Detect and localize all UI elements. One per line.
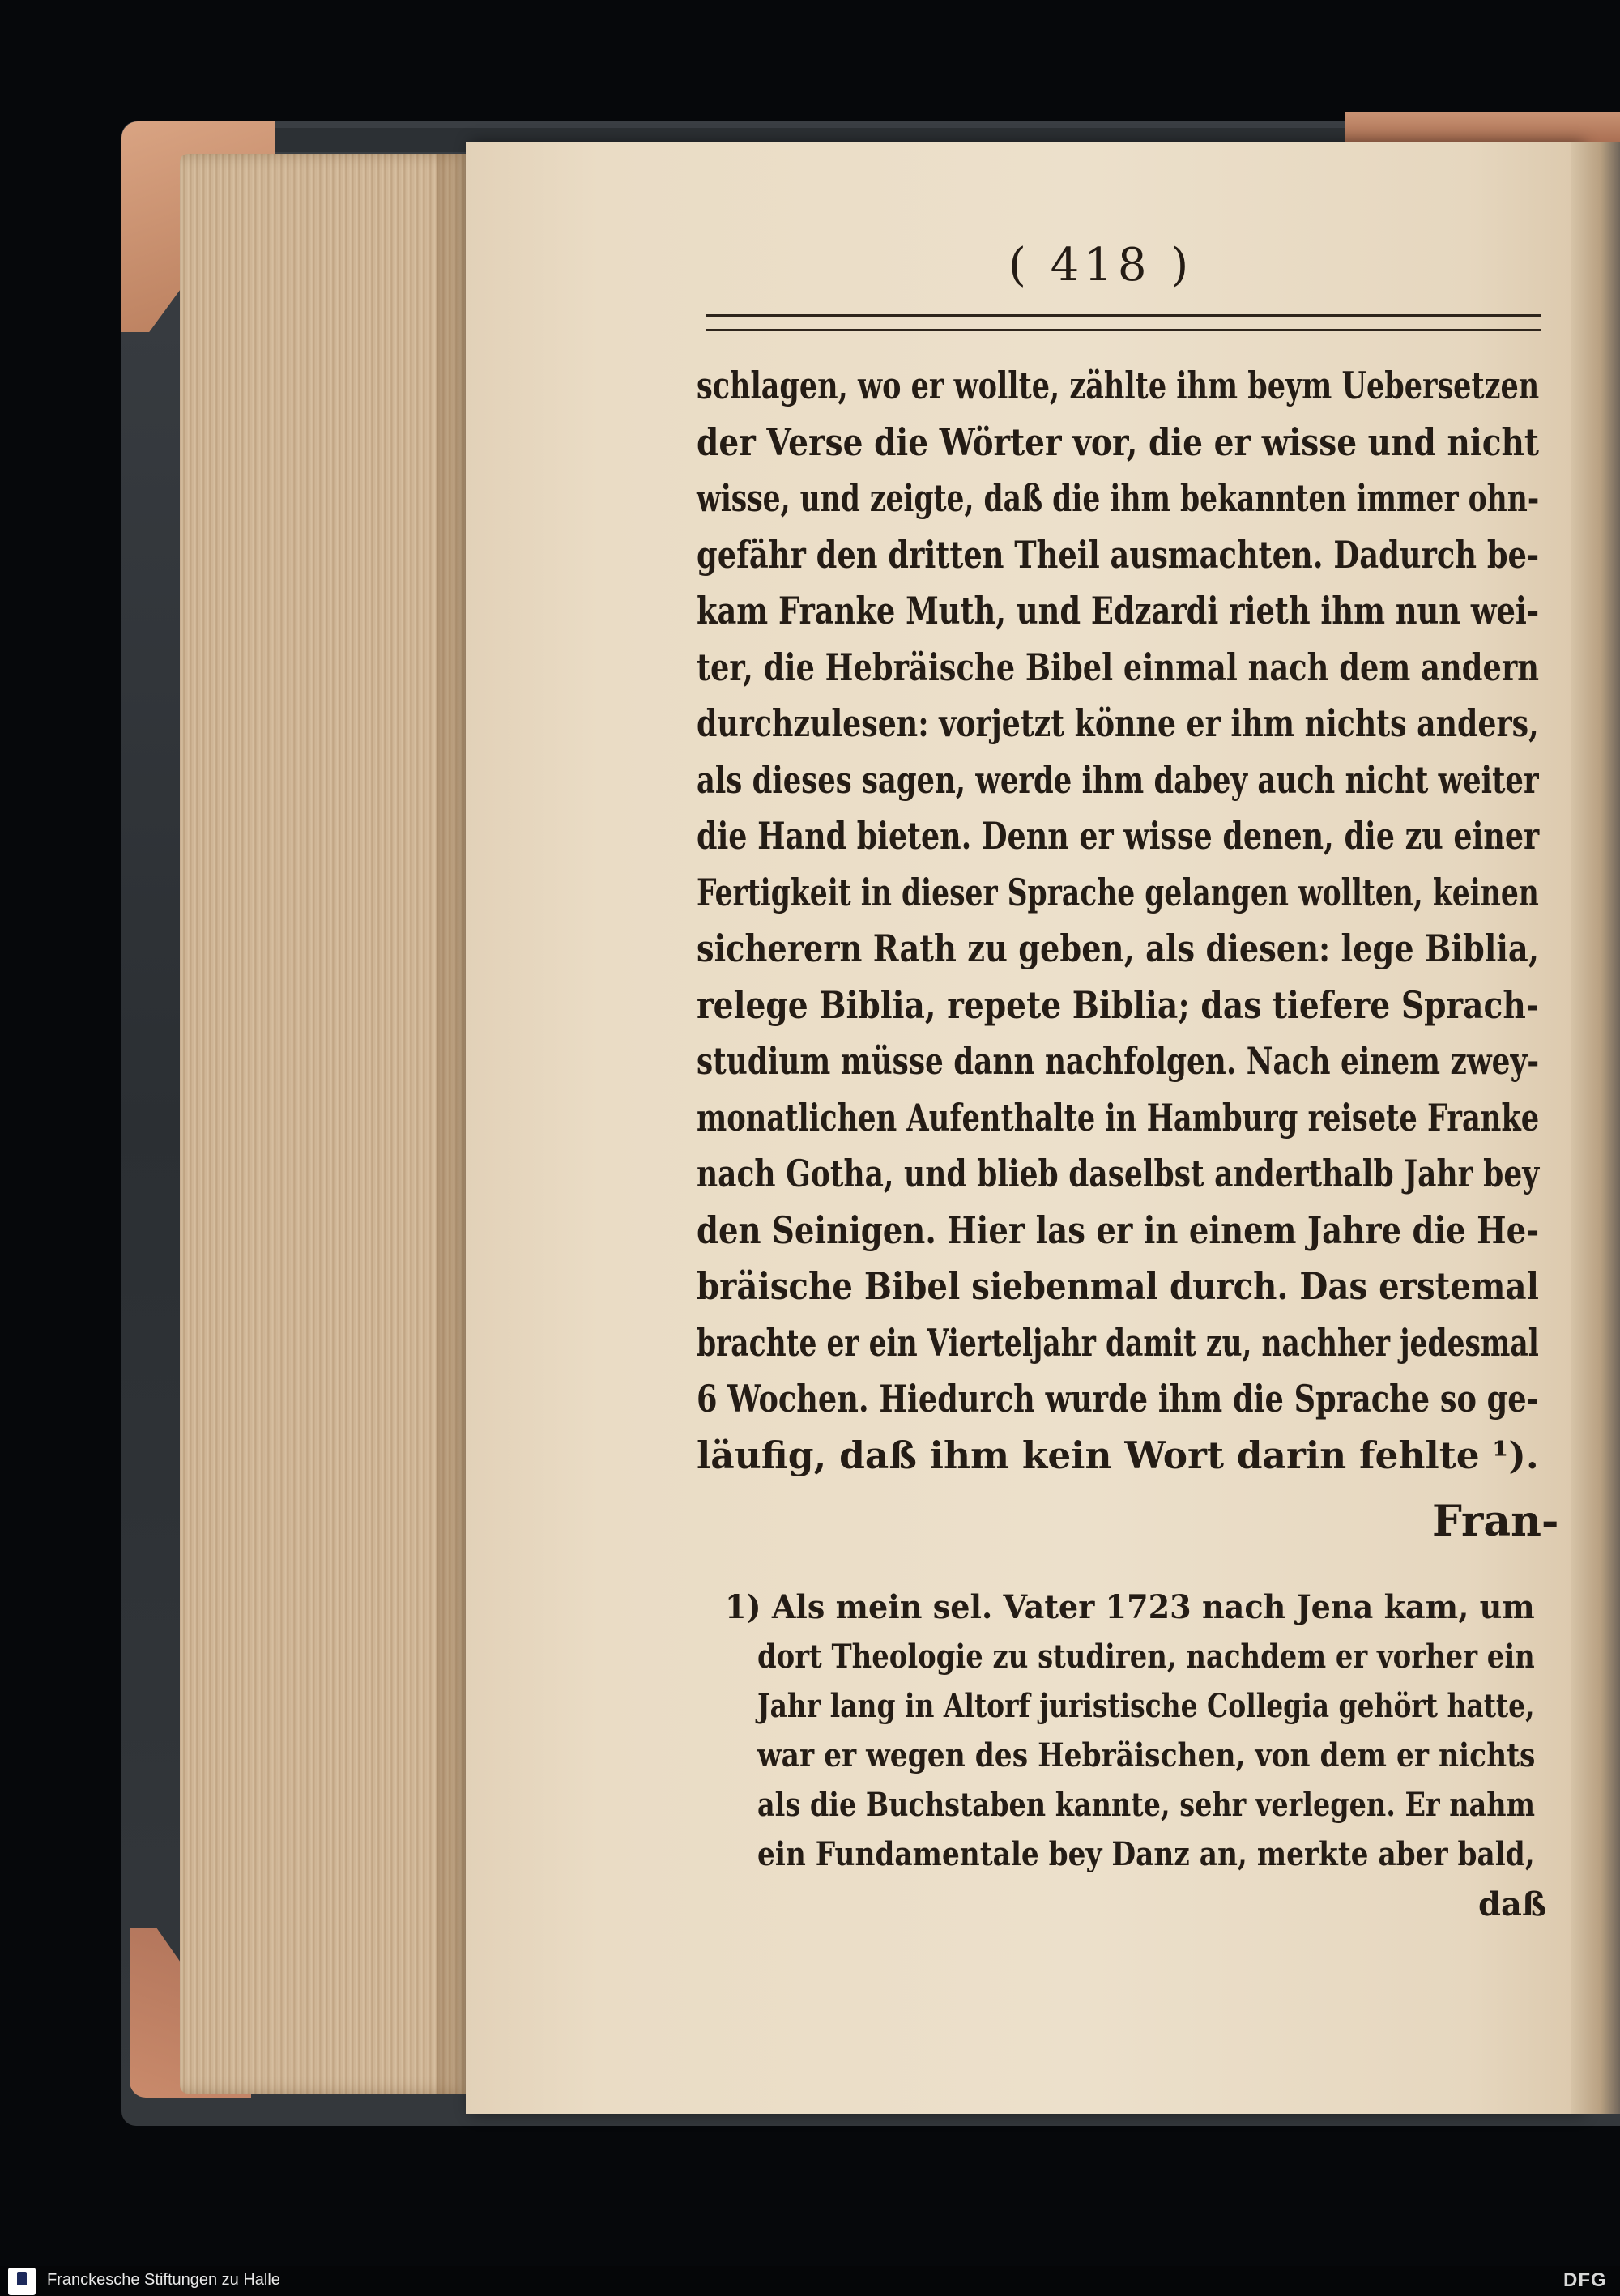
- header-rule: [706, 314, 1541, 331]
- body-line: studium müsse dann nachfolgen. Nach einem zwey-: [697, 1039, 1540, 1083]
- body-line: relege Biblia, repete Biblia; das tiefere Sprach-: [697, 982, 1540, 1027]
- footnote-line: ein Fundamentale bey Danz an, merkte aber bald,: [757, 1835, 1535, 1873]
- footnote-line: dort Theologie zu studiren, nachdem er vorher ein: [757, 1638, 1535, 1676]
- body-line: bräische Bibel siebenmal durch. Das erstemal: [697, 1264, 1539, 1308]
- page-gutter: [437, 154, 470, 2094]
- footer-funder-logo: DFG: [1563, 2269, 1607, 2291]
- footer-institution: Franckesche Stiftungen zu Halle: [47, 2271, 280, 2289]
- footnote-line: Jahr lang in Altorf juristische Collegia gehört hatte,: [757, 1687, 1535, 1725]
- body-line: monatlichen Aufenthalte in Hamburg reisete Franke: [697, 1095, 1540, 1139]
- body-line: den Seinigen. Hier las er in einem Jahre die He-: [697, 1208, 1540, 1252]
- footnote-catchword: daß: [1478, 1885, 1547, 1923]
- institution-logo-icon: [8, 2268, 36, 2295]
- body-line: wisse, und zeigte, daß die ihm bekannten immer ohn-: [697, 476, 1540, 520]
- footnote-line: 1) Als mein sel. Vater 1723 nach Jena kam, um: [725, 1588, 1535, 1626]
- body-line: als dieses sagen, werde ihm dabey auch nicht weiter: [697, 757, 1539, 802]
- body-line: sicherern Rath zu geben, als diesen: lege Biblia,: [697, 926, 1540, 970]
- body-line: Fertigkeit in dieser Sprache gelangen wollten, keinen: [697, 870, 1539, 914]
- body-line: brachte er ein Vierteljahr damit zu, nachher jedesmal: [697, 1320, 1539, 1365]
- leather-corner-top-right: [1345, 112, 1620, 144]
- catchword: Fran-: [1432, 1497, 1559, 1546]
- page-right-edge: [1571, 142, 1620, 2114]
- body-line: nach Gotha, und blieb daselbst anderthalb Jahr bey: [697, 1152, 1540, 1195]
- body-line: ter, die Hebräische Bibel einmal nach dem andern: [697, 645, 1540, 689]
- body-line: 6 Wochen. Hiedurch wurde ihm die Sprache so ge-: [697, 1377, 1539, 1421]
- page-edges: [180, 154, 467, 2094]
- body-line: der Verse die Wörter vor, die er wisse und nicht: [697, 420, 1539, 464]
- body-line: durchzulesen: vorjetzt könne er ihm nichts anders,: [697, 701, 1539, 745]
- body-line: schlagen, wo er wollte, zählte ihm beym Uebersetzen: [697, 364, 1540, 407]
- body-line: gefähr den dritten Theil ausmachten. Dadurch be-: [697, 532, 1540, 577]
- footnote-line: als die Buchstaben kannte, sehr verlegen. Er nahm: [757, 1786, 1535, 1824]
- body-line: kam Franke Muth, und Edzardi rieth ihm nun wei-: [697, 589, 1540, 633]
- page-number: ( 418 ): [1008, 239, 1194, 292]
- footnote-line: war er wegen des Hebräischen, von dem er nichts: [757, 1736, 1536, 1774]
- body-line: die Hand bieten. Denn er wisse denen, die zu einer: [697, 814, 1540, 858]
- body-line: läufig, daß ihm kein Wort darin fehlte ¹).: [697, 1433, 1539, 1477]
